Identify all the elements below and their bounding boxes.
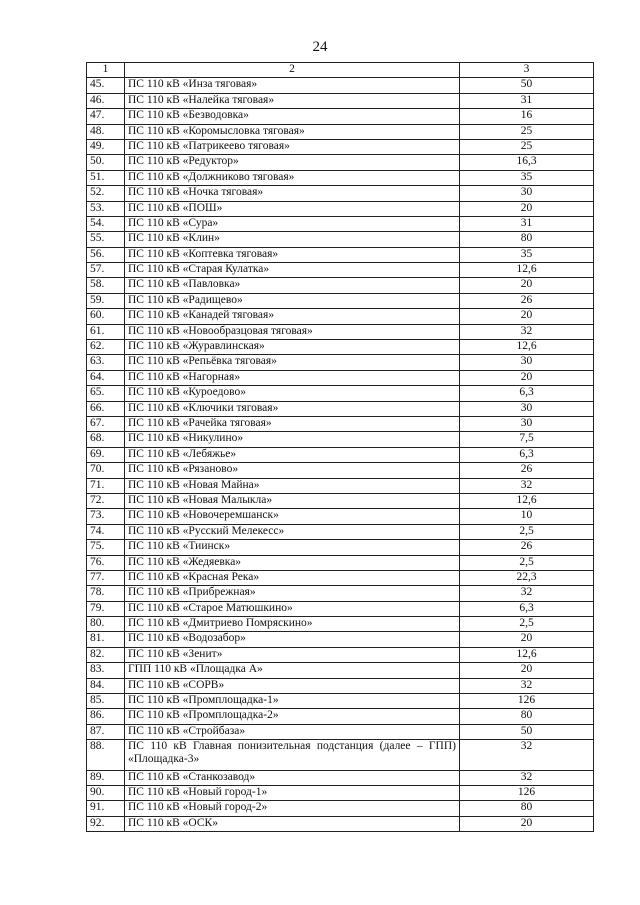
row-name: ПС 110 кВ «Редуктор» [125, 155, 460, 170]
row-name: ПС 110 кВ «Русский Мелекесс» [125, 524, 460, 539]
row-number: 63. [87, 355, 125, 370]
row-number: 53. [87, 201, 125, 216]
row-value: 32 [460, 678, 594, 693]
row-value: 31 [460, 93, 594, 108]
row-name: ПС 110 кВ «Новая Малыкла» [125, 493, 460, 508]
row-value: 2,5 [460, 524, 594, 539]
table-row [87, 724, 594, 739]
row-value: 32 [460, 770, 594, 785]
row-number: 87. [87, 724, 125, 739]
table-row [87, 232, 594, 247]
row-number: 71. [87, 478, 125, 493]
table-row [87, 493, 594, 508]
row-name: ПС 110 кВ «Новочеремшанск» [125, 509, 460, 524]
row-name: ПС 110 кВ «Патрикеево тяговая» [125, 139, 460, 154]
row-number: 68. [87, 432, 125, 447]
row-number: 81. [87, 632, 125, 647]
row-name: ПС 110 кВ «Тиинск» [125, 540, 460, 555]
row-number: 69. [87, 447, 125, 462]
row-number: 49. [87, 139, 125, 154]
table-body [87, 63, 594, 832]
row-number: 56. [87, 247, 125, 262]
table-row [87, 109, 594, 124]
row-name: ПС 110 кВ «Новая Майна» [125, 478, 460, 493]
table-row [87, 170, 594, 185]
table-row [87, 355, 594, 370]
table-row [87, 216, 594, 231]
table-row [87, 786, 594, 801]
row-number: 50. [87, 155, 125, 170]
row-number: 75. [87, 540, 125, 555]
row-value: 12,6 [460, 493, 594, 508]
row-value: 20 [460, 370, 594, 385]
table-row [87, 78, 594, 93]
row-value: 10 [460, 509, 594, 524]
row-value: 30 [460, 401, 594, 416]
substations-table [86, 62, 594, 832]
row-name: ПС 110 кВ «ПОШ» [125, 201, 460, 216]
table-row [87, 447, 594, 462]
row-number: 45. [87, 78, 125, 93]
row-number: 62. [87, 340, 125, 355]
row-value: 30 [460, 416, 594, 431]
row-value: 6,3 [460, 386, 594, 401]
row-value: 126 [460, 694, 594, 709]
row-name: ПС 110 кВ «Павловка» [125, 278, 460, 293]
row-name: ПС 110 кВ «Должниково тяговая» [125, 170, 460, 185]
row-name: ПС 110 кВ Главная понизительная подстанция (далее – ГПП) «Площадка-3» [125, 740, 460, 771]
header-col-value: 3 [460, 63, 594, 78]
row-name: ПС 110 кВ «Красная Река» [125, 570, 460, 585]
row-name: ПС 110 кВ «Новый город-1» [125, 786, 460, 801]
table-row [87, 816, 594, 831]
row-number: 58. [87, 278, 125, 293]
table-row [87, 401, 594, 416]
row-name: ПС 110 кВ «Рачейка тяговая» [125, 416, 460, 431]
row-name: ПС 110 кВ «Журавлинская» [125, 340, 460, 355]
table-row [87, 540, 594, 555]
row-value: 35 [460, 170, 594, 185]
row-number: 51. [87, 170, 125, 185]
table-row [87, 570, 594, 585]
row-name: ПС 110 кВ «Станкозавод» [125, 770, 460, 785]
table-row [87, 524, 594, 539]
row-name: ПС 110 кВ «Сура» [125, 216, 460, 231]
row-value: 30 [460, 355, 594, 370]
table-row [87, 694, 594, 709]
row-number: 89. [87, 770, 125, 785]
row-number: 46. [87, 93, 125, 108]
row-name: ПС 110 кВ «Клин» [125, 232, 460, 247]
table-row [87, 263, 594, 278]
row-name: ПС 110 кВ «Дмитриево Помряскино» [125, 617, 460, 632]
row-value: 6,3 [460, 447, 594, 462]
row-value: 126 [460, 786, 594, 801]
row-value: 32 [460, 324, 594, 339]
row-number: 52. [87, 186, 125, 201]
row-number: 66. [87, 401, 125, 416]
row-number: 73. [87, 509, 125, 524]
row-name: ПС 110 кВ «Новый город-2» [125, 801, 460, 816]
row-number: 78. [87, 586, 125, 601]
row-value: 12,6 [460, 647, 594, 662]
row-value: 26 [460, 540, 594, 555]
row-value: 30 [460, 186, 594, 201]
row-value: 2,5 [460, 617, 594, 632]
row-value: 22,3 [460, 570, 594, 585]
row-value: 20 [460, 309, 594, 324]
row-number: 80. [87, 617, 125, 632]
table-row [87, 801, 594, 816]
row-value: 50 [460, 724, 594, 739]
row-value: 32 [460, 478, 594, 493]
row-name: ПС 110 кВ «СОРВ» [125, 678, 460, 693]
row-name: ПС 110 кВ «Старая Кулатка» [125, 263, 460, 278]
row-value: 16 [460, 109, 594, 124]
table-row [87, 632, 594, 647]
row-value: 6,3 [460, 601, 594, 616]
row-number: 91. [87, 801, 125, 816]
row-name: ПС 110 кВ «Промплощадка-2» [125, 709, 460, 724]
row-name: ПС 110 кВ «Зенит» [125, 647, 460, 662]
row-number: 90. [87, 786, 125, 801]
table-row [87, 309, 594, 324]
row-number: 88. [87, 740, 125, 771]
row-value: 20 [460, 201, 594, 216]
row-value: 7,5 [460, 432, 594, 447]
table-row [87, 340, 594, 355]
row-number: 48. [87, 124, 125, 139]
row-name: ПС 110 кВ «Радищево» [125, 293, 460, 308]
row-number: 84. [87, 678, 125, 693]
row-value: 80 [460, 232, 594, 247]
row-number: 54. [87, 216, 125, 231]
table-row [87, 647, 594, 662]
table-row [87, 201, 594, 216]
row-number: 65. [87, 386, 125, 401]
table-row [87, 93, 594, 108]
row-value: 26 [460, 293, 594, 308]
row-value: 35 [460, 247, 594, 262]
row-number: 82. [87, 647, 125, 662]
table-row [87, 386, 594, 401]
row-number: 72. [87, 493, 125, 508]
row-name: ПС 110 кВ «Коромысловка тяговая» [125, 124, 460, 139]
table-row [87, 416, 594, 431]
row-name: ПС 110 кВ «Куроедово» [125, 386, 460, 401]
page-number: 24 [312, 39, 328, 55]
row-value: 2,5 [460, 555, 594, 570]
row-number: 59. [87, 293, 125, 308]
row-value: 20 [460, 663, 594, 678]
row-name: ПС 110 кВ «Канадей тяговая» [125, 309, 460, 324]
row-number: 64. [87, 370, 125, 385]
table-row [87, 678, 594, 693]
row-value: 80 [460, 709, 594, 724]
row-number: 61. [87, 324, 125, 339]
row-number: 76. [87, 555, 125, 570]
row-value: 16,3 [460, 155, 594, 170]
row-name: ПС 110 кВ «Нагорная» [125, 370, 460, 385]
row-name: ПС 110 кВ «Лебяжье» [125, 447, 460, 462]
row-number: 86. [87, 709, 125, 724]
row-name: ПС 110 кВ «Прибрежная» [125, 586, 460, 601]
row-number: 55. [87, 232, 125, 247]
row-name: ПС 110 кВ «ОСК» [125, 816, 460, 831]
table-row [87, 155, 594, 170]
row-name: ПС 110 кВ «Водозабор» [125, 632, 460, 647]
row-name: ПС 110 кВ «Никулино» [125, 432, 460, 447]
row-name: ПС 110 кВ «Безводовка» [125, 109, 460, 124]
row-name: ПС 110 кВ «Инза тяговая» [125, 78, 460, 93]
table-row [87, 278, 594, 293]
row-number: 83. [87, 663, 125, 678]
row-number: 47. [87, 109, 125, 124]
row-number: 57. [87, 263, 125, 278]
table-row [87, 663, 594, 678]
row-name: ПС 110 кВ «Коптевка тяговая» [125, 247, 460, 262]
row-value: 12,6 [460, 340, 594, 355]
row-number: 67. [87, 416, 125, 431]
row-number: 60. [87, 309, 125, 324]
table-row [87, 478, 594, 493]
table-row [87, 586, 594, 601]
row-name: ПС 110 кВ «Старое Матюшкино» [125, 601, 460, 616]
row-name: ПС 110 кВ «Налейка тяговая» [125, 93, 460, 108]
row-value: 50 [460, 78, 594, 93]
header-col-number: 1 [87, 63, 125, 78]
table-row [87, 124, 594, 139]
row-number: 77. [87, 570, 125, 585]
row-value: 32 [460, 586, 594, 601]
row-number: 74. [87, 524, 125, 539]
row-name: ПС 110 кВ «Промплощадка-1» [125, 694, 460, 709]
row-name: ПС 110 кВ «Новообразцовая тяговая» [125, 324, 460, 339]
row-name: ПС 110 кВ «Ключики тяговая» [125, 401, 460, 416]
row-value: 25 [460, 124, 594, 139]
row-name: ПС 110 кВ «Ночка тяговая» [125, 186, 460, 201]
row-name: ПС 110 кВ «Репьёвка тяговая» [125, 355, 460, 370]
table-row [87, 186, 594, 201]
row-number: 92. [87, 816, 125, 831]
row-number: 85. [87, 694, 125, 709]
row-value: 12,6 [460, 263, 594, 278]
table-row [87, 293, 594, 308]
table-row [87, 432, 594, 447]
row-value: 20 [460, 278, 594, 293]
row-value: 25 [460, 139, 594, 154]
row-value: 32 [460, 740, 594, 771]
table-row [87, 601, 594, 616]
table-row [87, 509, 594, 524]
header-col-name: 2 [125, 63, 460, 78]
table-row [87, 555, 594, 570]
table-row [87, 370, 594, 385]
row-value: 20 [460, 632, 594, 647]
table-row [87, 770, 594, 785]
row-number: 70. [87, 463, 125, 478]
table-row [87, 324, 594, 339]
row-name: ПС 110 кВ «Жедяевка» [125, 555, 460, 570]
row-number: 79. [87, 601, 125, 616]
table-row [87, 139, 594, 154]
row-name: ПС 110 кВ «Рязаново» [125, 463, 460, 478]
table-row [87, 617, 594, 632]
table-row [87, 740, 594, 771]
row-value: 80 [460, 801, 594, 816]
table-row [87, 463, 594, 478]
table-row [87, 247, 594, 262]
row-value: 20 [460, 816, 594, 831]
table-row [87, 709, 594, 724]
row-name: ГПП 110 кВ «Площадка А» [125, 663, 460, 678]
row-name: ПС 110 кВ «Стройбаза» [125, 724, 460, 739]
table-header-row [87, 63, 594, 78]
row-value: 31 [460, 216, 594, 231]
row-value: 26 [460, 463, 594, 478]
